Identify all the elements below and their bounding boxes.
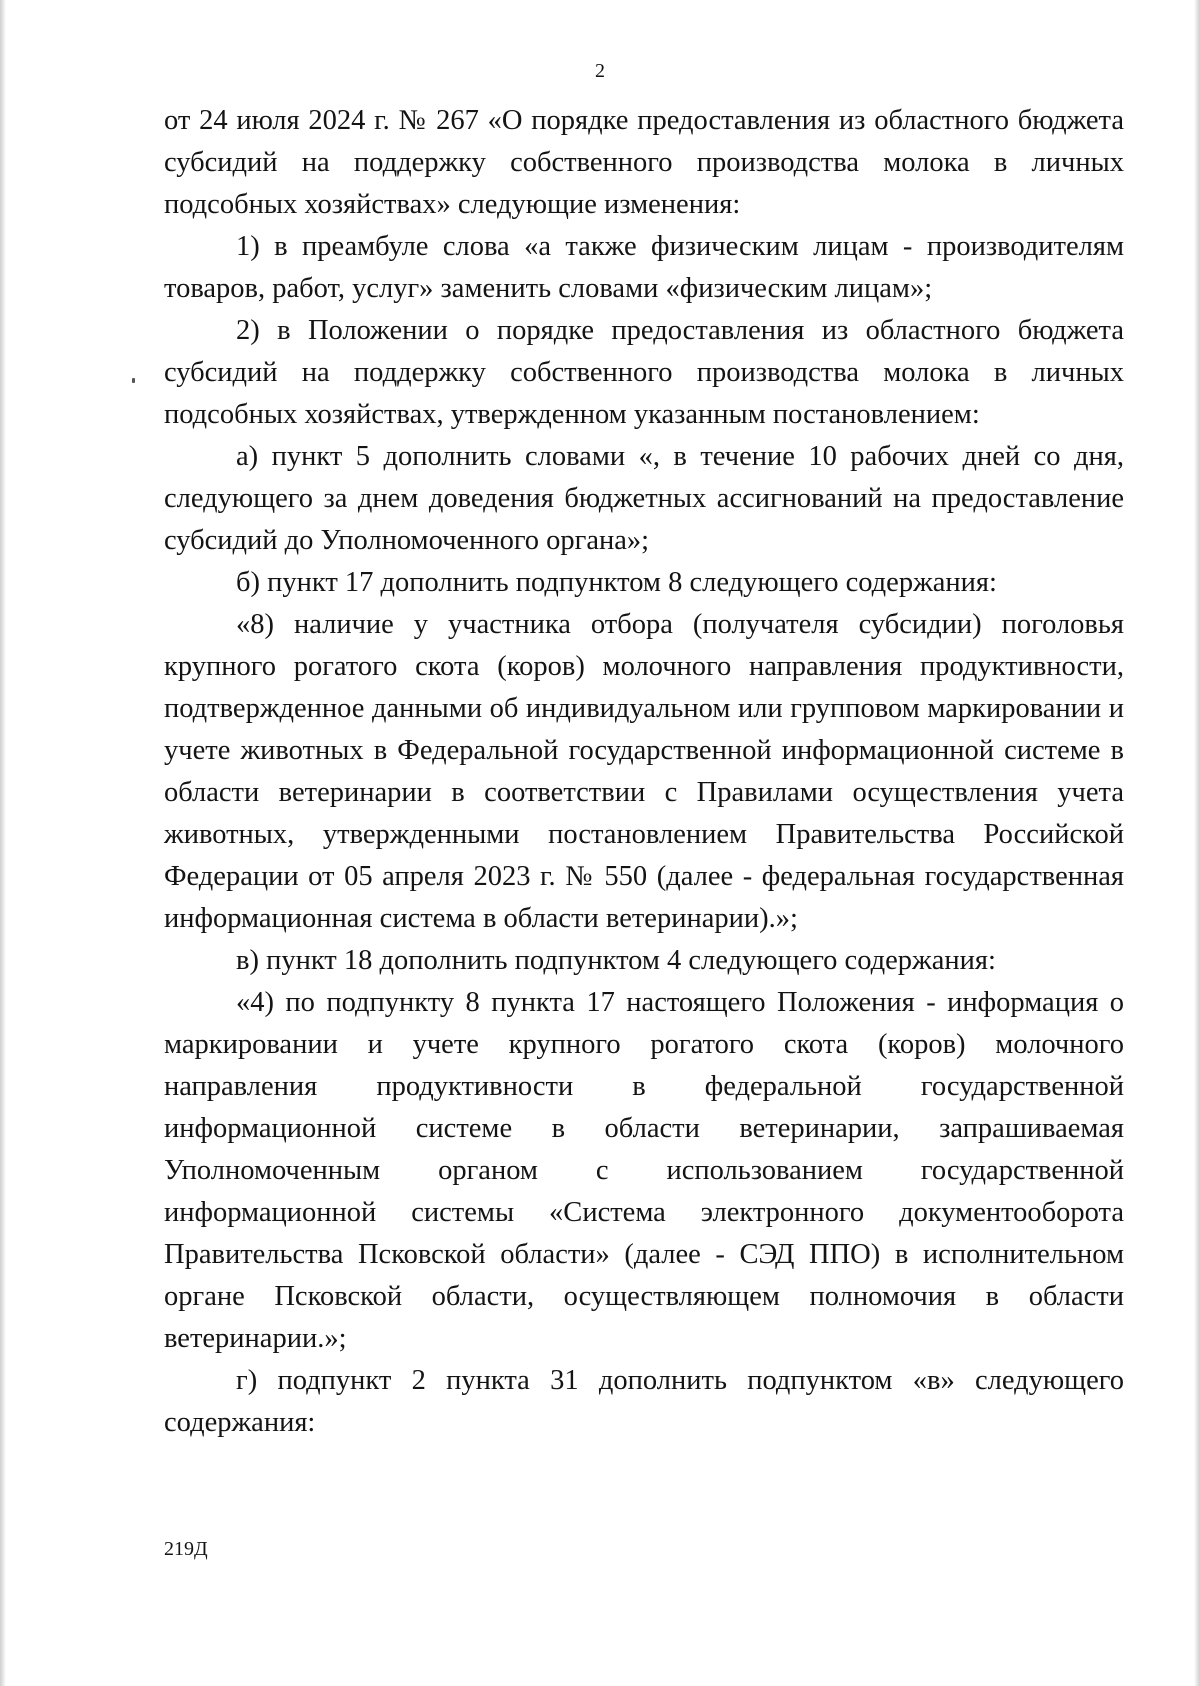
paragraph-subitem-g: г) подпункт 2 пункта 31 дополнить подпунктом «в» следующего содержания: bbox=[164, 1365, 1124, 1438]
document-code: 219Д bbox=[164, 1538, 208, 1560]
page-number: 2 bbox=[595, 60, 605, 82]
paragraph-subitem-v: в) пункт 18 дополнить подпунктом 4 следующего содержания: bbox=[236, 945, 996, 976]
paragraph-subitem-a: а) пункт 5 дополнить словами «, в течение 10 рабочих дней со дня, следующего за днем доведения бюджетных ассигнований на предоставление субсидий до Уполномоченного органа»; bbox=[164, 441, 1124, 556]
paragraph-continuation: от 24 июля 2024 г. № 267 «О порядке предоставления из областного бюджета субсидий на поддержку собственного производства молока в личных подсобных хозяйствах» следующие изменения: bbox=[164, 105, 1124, 220]
paragraph-quote-4: «4) по подпункту 8 пункта 17 настоящего Положения - информация о маркировании и учете крупного рогатого скота (коров) молочного направления продуктивности в федеральной государственной информационной системе в области ветеринарии, запрашиваемая Уполномоченным органом с использованием государственной информационной системы «Система электронного документооборота Правительства Псковской области» (далее - СЭД ППО) в исполнительном органе Псковской области, осуществляющем полномочия в области ветеринарии.»; bbox=[164, 987, 1124, 1354]
scan-edge-right bbox=[1194, 0, 1200, 1686]
document-body bbox=[164, 100, 1124, 1444]
paragraph-quote-8: «8) наличие у участника отбора (получателя субсидии) поголовья крупного рогатого скота (коров) молочного направления продуктивности, подтвержденное данными об индивидуальном или групповом маркировании и учете животных в Федеральной государственной информационной системе в области ветеринарии в соответствии с Правилами осуществления учета животных, утвержденными постановлением Правительства Российской Федерации от 05 апреля 2023 г. № 550 (далее - федеральная государственная информационная система в области ветеринарии).»; bbox=[164, 609, 1124, 934]
paragraph-subitem-b: б) пункт 17 дополнить подпунктом 8 следующего содержания: bbox=[236, 567, 997, 598]
paragraph-item-1: 1) в преамбуле слова «а также физическим лицам - производителям товаров, работ, услуг» заменить словами «физическим лицам»; bbox=[164, 231, 1124, 304]
scan-edge-left bbox=[0, 0, 6, 1686]
scan-speck bbox=[132, 378, 135, 383]
paragraph-item-2: 2) в Положении о порядке предоставления из областного бюджета субсидий на поддержку собственного производства молока в личных подсобных хозяйствах, утвержденном указанным постановлением: bbox=[164, 315, 1124, 430]
